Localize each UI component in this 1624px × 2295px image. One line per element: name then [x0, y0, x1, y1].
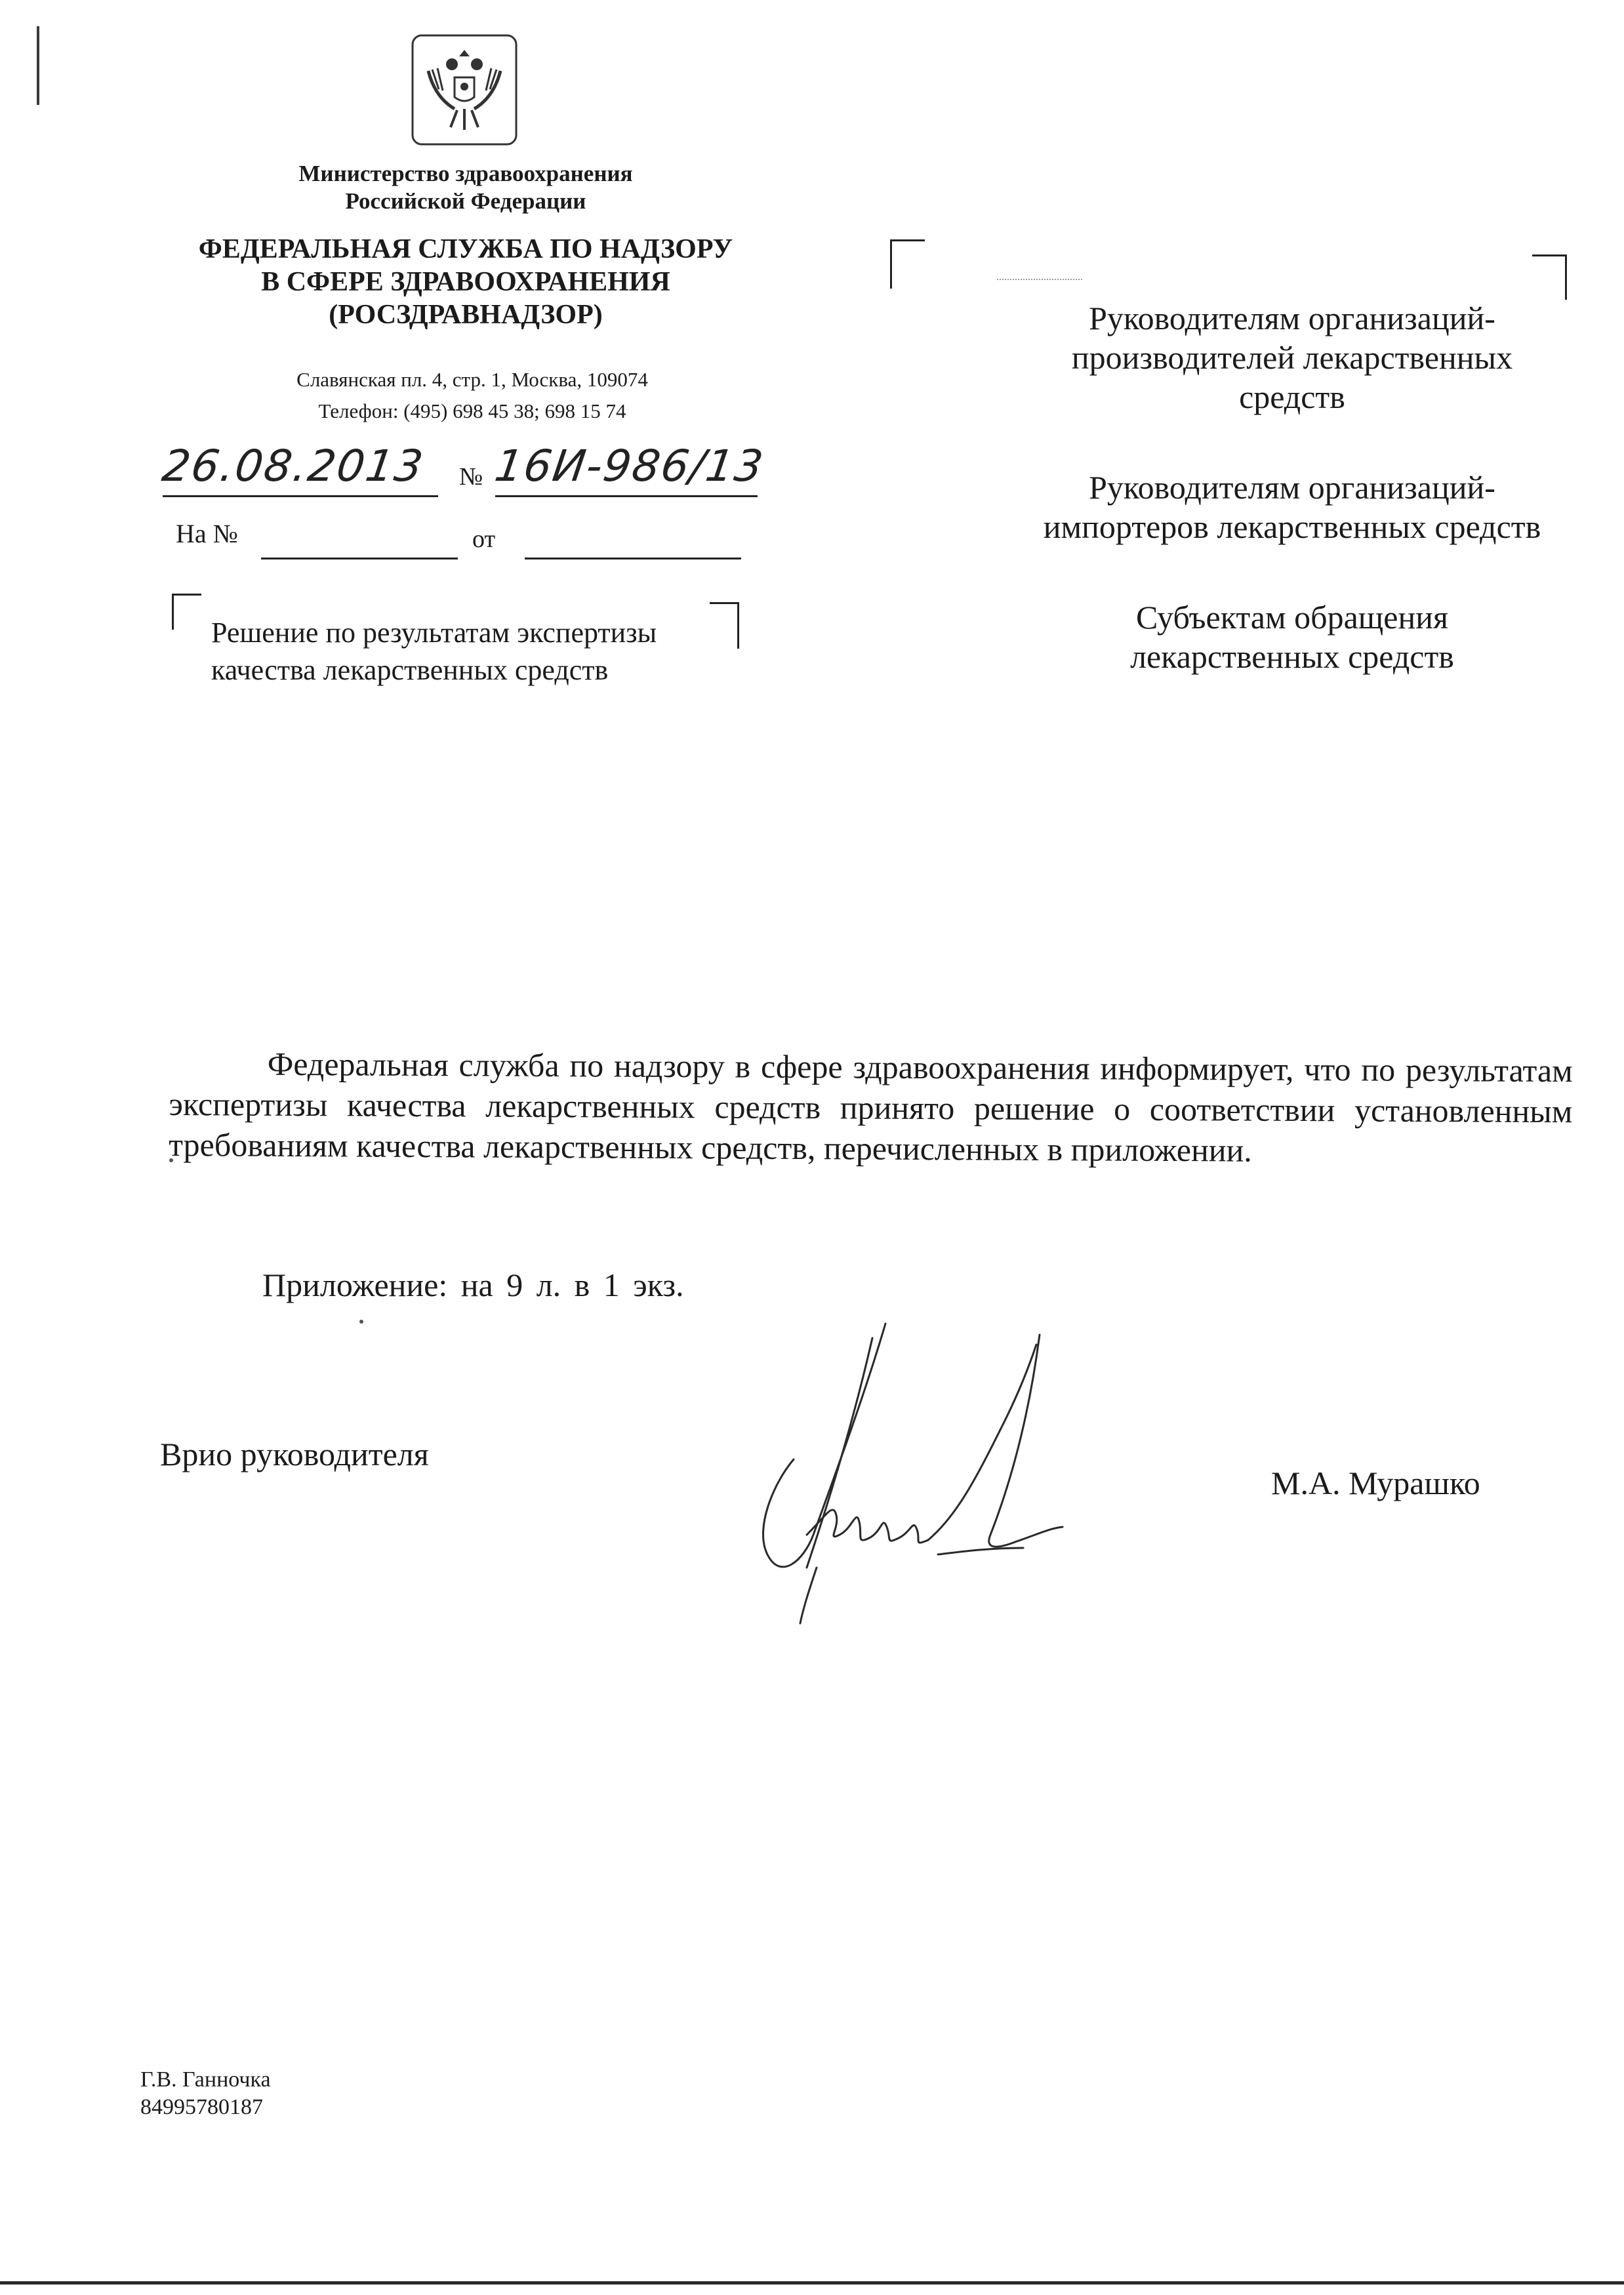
recipient-entry — [958, 298, 1624, 416]
recipient-line: лекарственных средств — [1130, 638, 1454, 675]
recipient-line: средств — [1239, 378, 1345, 415]
signatory-name: М.А. Мурашко — [1271, 1465, 1480, 1501]
ministry-line: Министерство здравоохранения — [298, 161, 633, 186]
subject-line: качества лекарственных средств — [211, 654, 609, 686]
date-underline — [163, 495, 438, 497]
scan-edge-line — [37, 26, 39, 105]
registration-number: 16И-986/13 — [491, 441, 767, 491]
registration-date: 26.08.2013 — [159, 441, 428, 491]
recipient-line: Руководителям организаций- — [1089, 300, 1495, 336]
reference-date-blank — [525, 558, 741, 559]
phone-line: Телефон: (495) 698 45 38; 698 15 74 — [318, 399, 626, 422]
signatory-role: Врио руководителя — [160, 1436, 429, 1472]
address-line: Славянская пл. 4, стр. 1, Москва, 109074 — [296, 368, 648, 391]
service-line: В СФЕРЕ ЗДРАВООХРАНЕНИЯ — [261, 267, 670, 297]
scan-bottom-edge — [0, 2281, 1624, 2285]
coat-of-arms-icon — [409, 31, 520, 148]
recipient-bracket-left — [890, 239, 925, 289]
subject-bracket-left — [172, 594, 201, 630]
recipient-entry — [958, 598, 1624, 676]
ministry-name — [243, 160, 689, 215]
letter-subject — [211, 614, 749, 689]
reference-number-label: На № — [176, 519, 238, 548]
recipient-line: Субъектам обращения — [1136, 599, 1448, 636]
service-line: (РОСЗДРАВНАДЗОР) — [329, 300, 603, 330]
service-address — [216, 364, 728, 427]
executor-name: Г.В. Ганночка — [140, 2067, 271, 2092]
attachment-note: Приложение: на 9 л. в 1 экз. — [262, 1267, 684, 1303]
number-sign: № — [459, 463, 483, 491]
reference-date-label: от — [472, 525, 496, 553]
service-line: ФЕДЕРАЛЬНАЯ СЛУЖБА ПО НАДЗОРУ — [198, 234, 733, 264]
scan-speck — [359, 1320, 363, 1324]
executor-phone: 84995780187 — [140, 2095, 263, 2119]
recipient-block — [958, 298, 1624, 727]
recipient-bracket-right — [1532, 254, 1567, 300]
service-name — [164, 233, 767, 331]
subject-line: Решение по результатам экспертизы — [211, 617, 657, 649]
recipient-dotted-mark — [997, 279, 1082, 281]
recipient-line: импортеров лекарственных средств — [1043, 508, 1541, 545]
handwritten-signature-icon — [741, 1318, 1095, 1627]
recipient-line: Руководителям организаций- — [1089, 469, 1495, 506]
reference-number-blank — [261, 558, 458, 559]
ministry-line: Российской Федерации — [345, 188, 586, 214]
recipient-entry — [958, 468, 1624, 546]
number-underline — [495, 495, 758, 497]
recipient-line: производителей лекарственных — [1071, 339, 1513, 376]
letter-body: Федеральная служба по надзору в сфере здравоохранения информирует, что по результатам экспертизы качества лекарственных средств принято решение о соответствии установленным требованиям качества лекарственных средств, перечисленных в приложении. — [169, 1045, 1573, 1169]
